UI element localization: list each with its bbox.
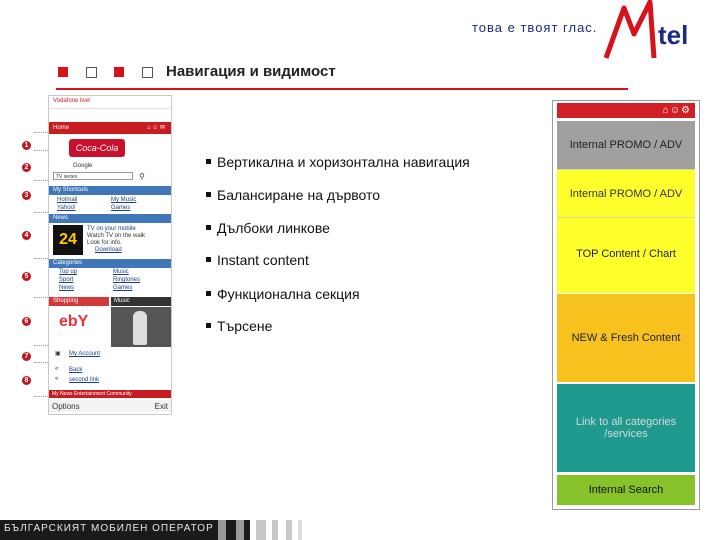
top-content-block: TOP Content / Chart	[557, 217, 695, 293]
bullet-text: Instant content	[217, 252, 309, 268]
bullet-item	[206, 187, 380, 203]
leader	[34, 362, 48, 363]
page-title: Навигация и видимост	[166, 63, 336, 80]
marker-8: 8	[22, 376, 31, 385]
account-link[interactable]: My Account	[69, 351, 101, 357]
exit-softkey[interactable]: Exit	[154, 402, 168, 411]
footer-stripe	[298, 520, 302, 540]
shortcut-link[interactable]: Yahoo!	[57, 205, 76, 211]
bullet-text: Търсене	[217, 318, 273, 334]
bullet-text: Дълбоки линкове	[217, 220, 330, 236]
category-link[interactable]: Sport	[59, 277, 74, 283]
bullet-item	[206, 220, 330, 236]
bullet-item	[206, 154, 470, 170]
ebay-logo[interactable]: ebY	[59, 313, 89, 330]
phone-home-bar[interactable]	[49, 122, 171, 134]
shortcuts-list	[49, 197, 171, 215]
bullet-item	[206, 286, 360, 302]
bullet-marker	[206, 323, 211, 328]
phone-status-bar	[49, 96, 171, 109]
shortcut-link[interactable]: Games	[111, 205, 131, 211]
marker-5: 5	[22, 272, 31, 281]
music-thumbnail[interactable]	[111, 307, 171, 347]
search-icon[interactable]: ⚲	[139, 172, 145, 181]
operator-label: Vodafone live!	[53, 98, 91, 104]
shopping-music-content	[49, 307, 171, 347]
bullet-marker	[206, 225, 211, 230]
footer-stripe	[272, 520, 278, 540]
shortcut-link[interactable]: My Music	[111, 197, 137, 203]
categories-link-block: Link to all categories /services	[557, 384, 695, 472]
footer-stripe	[236, 520, 244, 540]
leader	[34, 297, 48, 298]
leader	[34, 180, 48, 181]
marker-2: 2	[22, 163, 31, 172]
category-link[interactable]: Ringtones	[113, 277, 141, 283]
marker-3: 3	[22, 191, 31, 200]
bullet-marker	[206, 159, 211, 164]
music-header: Music	[111, 297, 171, 306]
bullet-item	[206, 252, 309, 268]
marker-7: 7	[22, 352, 31, 361]
news-line-1: TV on your mobile	[87, 226, 136, 232]
softkeys	[49, 400, 171, 412]
news-line-3: Look for info.	[87, 240, 122, 246]
promo-block-2: Internal PROMO / ADV	[557, 169, 695, 217]
shortcuts-header: My Shortcuts	[49, 186, 171, 195]
second-link[interactable]: second link	[69, 377, 100, 383]
tagline: това е твоят глас.	[472, 20, 598, 35]
leader	[34, 212, 48, 213]
news-item[interactable]: 24 TV on your mobile Watch TV on the walk Look for info. Download	[49, 224, 171, 258]
search-provider: Google	[73, 163, 93, 169]
second-link-row[interactable]	[49, 376, 171, 385]
back-row[interactable]	[49, 366, 171, 375]
footer-text: БЪЛГАРСКИЯТ МОБИЛЕН ОПЕРАТОР	[4, 523, 214, 534]
footer-stripe	[218, 520, 226, 540]
options-softkey[interactable]: Options	[52, 402, 80, 411]
title-square-filled-1	[58, 67, 68, 77]
page-structure-column	[552, 100, 700, 510]
back-link[interactable]: Back	[69, 367, 83, 373]
bottom-nav[interactable]: My News Entertainment Community	[49, 390, 171, 398]
bullet-item	[206, 318, 272, 334]
footer-stripe	[286, 520, 292, 540]
account-icon: ▣	[55, 351, 61, 357]
shortcut-link[interactable]: Hotmail	[57, 197, 78, 203]
leader	[34, 396, 48, 397]
bullet-marker	[206, 257, 211, 262]
category-link[interactable]: Music	[113, 269, 129, 275]
back-arrow-icon: «	[55, 376, 59, 382]
bullet-marker	[206, 192, 211, 197]
marker-1: 1	[22, 141, 31, 150]
categories-header: Categories	[49, 259, 171, 268]
shopping-header: Shopping	[49, 297, 109, 306]
title-square-outline-2	[142, 67, 153, 78]
coca-cola-banner[interactable]: Coca‑Cola	[49, 136, 171, 160]
title-square-filled-2	[114, 67, 124, 77]
home-label: Home	[53, 125, 70, 131]
top-icons-bar: ⌂☺⚙	[557, 103, 695, 118]
promo-block-1: Internal PROMO / ADV	[557, 121, 695, 169]
title-divider	[56, 88, 628, 90]
leader	[34, 345, 48, 346]
shopping-music-header	[49, 297, 171, 306]
download-link[interactable]: Download	[95, 247, 122, 253]
news-header: News	[49, 214, 171, 223]
category-link[interactable]: Games	[113, 285, 133, 291]
marker-6: 6	[22, 317, 31, 326]
new-content-block: NEW & Fresh Content	[557, 294, 695, 382]
bullet-text: Функционална секция	[217, 286, 360, 302]
bullet-text: Вертикална и хоризонтална навигация	[217, 154, 470, 170]
logo-text: tel	[658, 20, 689, 50]
mtel-logo	[600, 0, 712, 60]
phone-search	[49, 162, 171, 184]
categories-list	[49, 269, 171, 295]
bullet-text: Балансиране на дървото	[217, 187, 381, 203]
home-icons: ⌂ ☺ ✉	[146, 125, 165, 131]
leader	[34, 258, 48, 259]
leader	[34, 150, 48, 151]
account-row[interactable]	[49, 350, 171, 359]
phone-search-input[interactable]: TV series	[53, 172, 133, 180]
news-line-2: Watch TV on the walk	[87, 233, 146, 239]
marker-4: 4	[22, 231, 31, 240]
leader	[34, 132, 48, 133]
category-link[interactable]: News	[59, 285, 75, 291]
internal-search-block: Internal Search	[557, 475, 695, 505]
bullet-marker	[206, 291, 211, 296]
footer-stripe	[256, 520, 266, 540]
category-link[interactable]: Top up	[59, 269, 78, 275]
title-square-outline-1	[86, 67, 97, 78]
back-arrow-icon: «	[55, 366, 59, 372]
phone-screen	[48, 95, 172, 415]
